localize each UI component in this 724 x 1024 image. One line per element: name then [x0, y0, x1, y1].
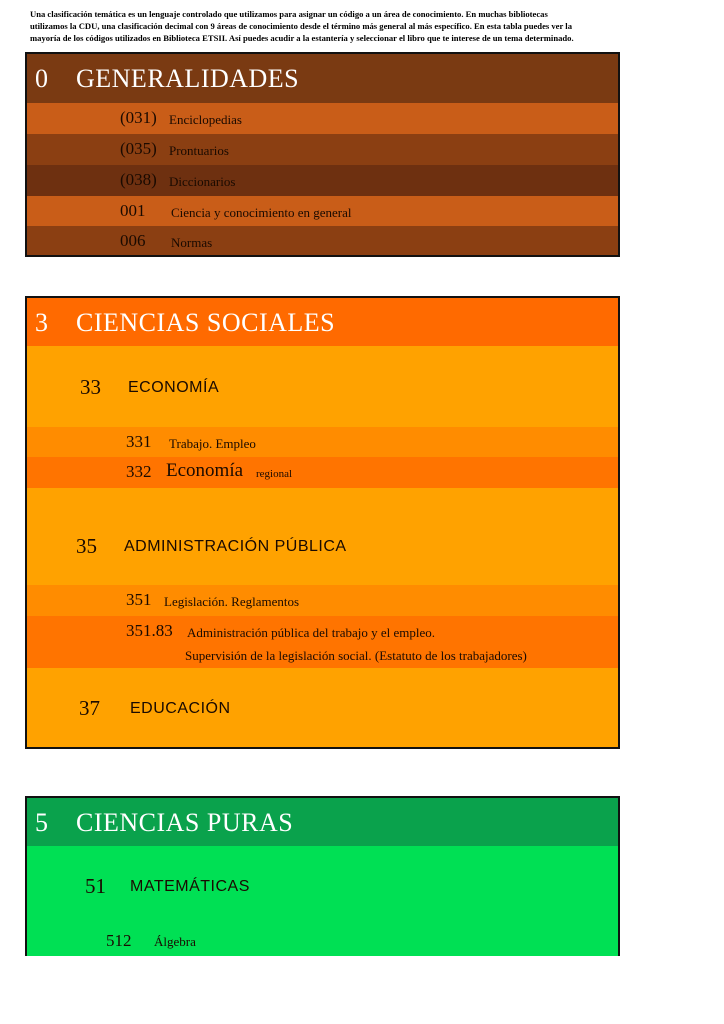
list-item: [27, 427, 618, 457]
list-item: [27, 585, 618, 616]
item-label: Prontuarios: [169, 143, 229, 158]
subsection-title: EDUCACIÓN: [130, 700, 231, 717]
subsection-title: ADMINISTRACIÓN PÚBLICA: [124, 538, 347, 555]
item-label: Trabajo. Empleo: [169, 436, 256, 451]
subsection-title: ECONOMÍA: [128, 379, 220, 396]
subsection-title: MATEMÁTICAS: [130, 878, 250, 895]
item-label: Enciclopedias: [169, 112, 242, 127]
section-number: 0: [35, 64, 48, 93]
item-code: 001: [120, 201, 146, 220]
section-title: GENERALIDADES: [76, 64, 300, 93]
item-code: 512: [106, 931, 132, 950]
subsection-matematicas: [27, 846, 618, 926]
list-item: [27, 196, 618, 226]
intro-text: [30, 8, 630, 44]
item-label: Ciencia y conocimiento en general: [171, 205, 352, 220]
section-number: 3: [35, 308, 48, 337]
item-label-line-2: Supervisión de la legislación social. (Estatuto de los trabajadores): [185, 648, 527, 663]
item-label: Normas: [171, 235, 213, 250]
subsection-code: 51: [85, 874, 106, 898]
subsection-educacion: [27, 668, 618, 749]
item-label: Diccionarios: [169, 174, 236, 189]
item-code: 006: [120, 231, 146, 250]
item-label: Álgebra: [154, 934, 196, 949]
list-item: [27, 165, 618, 196]
subsection-economia: [27, 346, 618, 427]
intro-line-1: Una clasificación temática es un lenguaje controlado que utilizamos para asignar un código a un área de conocimiento. En muchas bibliotecas: [30, 9, 548, 19]
section-title: CIENCIAS PURAS: [76, 808, 294, 837]
section-title: CIENCIAS SOCIALES: [76, 308, 336, 337]
section-header: [27, 298, 618, 346]
section-header: [27, 798, 618, 846]
subsection-code: 33: [80, 375, 101, 399]
intro-line-3: mayoría de los códigos utilizados en Biblioteca ETSII. Así puedes acudir a la estantería y seleccionar el libro que te interese de un tema determinado.: [30, 33, 574, 43]
list-item: [27, 457, 618, 488]
item-code: 351.83: [126, 621, 173, 640]
section-generalidades: [25, 52, 620, 257]
list-item: [27, 103, 618, 134]
list-item: [27, 926, 618, 956]
subsection-code: 35: [76, 534, 97, 558]
list-item: [27, 134, 618, 165]
item-code: 331: [126, 432, 152, 451]
intro-line-2: utilizamos la CDU, una clasificación decimal con 9 áreas de conocimiento desde el término más general al más específico. En esta tabla puedes ver la: [30, 21, 572, 31]
subsection-code: 37: [79, 696, 100, 720]
section-ciencias-puras: [25, 796, 620, 956]
item-label: Legislación. Reglamentos: [164, 594, 300, 609]
item-label-small: regional: [256, 468, 293, 480]
item-label-line-1: Administración pública del trabajo y el empleo.: [187, 625, 436, 640]
section-number: 5: [35, 808, 48, 837]
list-item: [27, 226, 618, 257]
item-label: Economía: [166, 460, 244, 481]
item-code: (035): [120, 139, 157, 158]
subsection-administracion: [27, 488, 618, 585]
item-code: (038): [120, 170, 157, 189]
section-header: [27, 54, 618, 103]
item-code: 351: [126, 590, 152, 609]
item-code: 332: [126, 462, 152, 481]
item-code: (031): [120, 108, 157, 127]
section-ciencias-sociales: [25, 296, 620, 749]
list-item: [27, 616, 618, 668]
